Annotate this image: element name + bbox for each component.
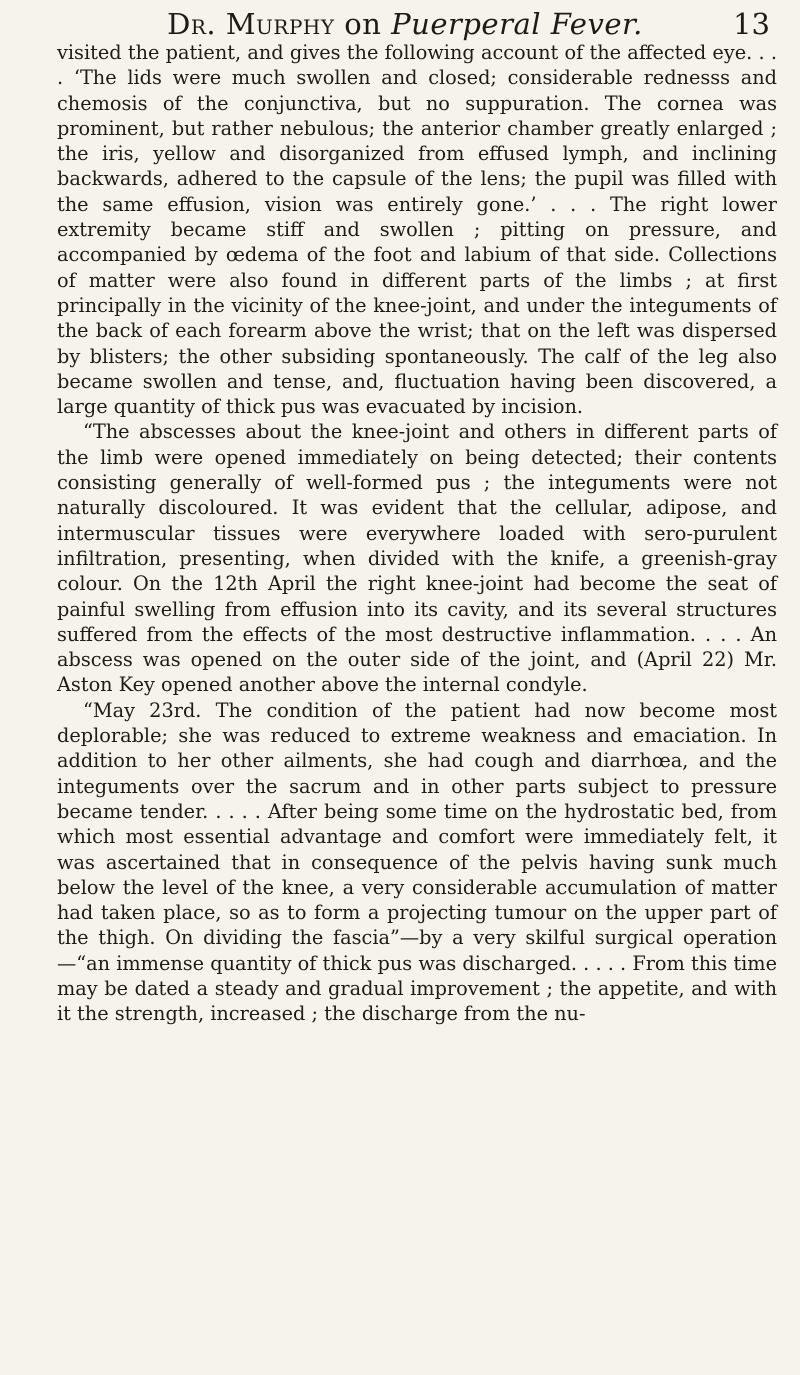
body-text bbox=[57, 40, 777, 1027]
paragraph-3: “May 23rd. The condition of the patient had now become most deplorable; she was reduced to extreme weakness and emaciation. In addition to her other ailments, she had cough and diarrhœa, and the integuments over the sacrum and in other parts subject to pressure became tender. . . . . After being some time on the hydrostatic bed, from which most essential advantage and comfort were immediately felt, it was ascertained that in consequence of the pelvis having sunk much below the level of the knee, a very considerable accumulation of matter had taken place, so as to form a projecting tumour on the upper part of the thigh. On dividing the fascia”—by a very skilful surgical operation—“an immense quantity of thick pus was discharged. . . . . From this time may be dated a steady and gradual improvement ; the appetite, and with it the strength, increased ; the discharge from the nu- bbox=[57, 698, 777, 1026]
header-author: Dr. Murphy bbox=[167, 7, 335, 41]
header-on: on bbox=[344, 7, 382, 41]
page-number: 13 bbox=[733, 7, 770, 41]
paragraph-1: visited the patient, and gives the following account of the affected eye. . . . ‘The lids were much swollen and closed; considerable rednesss and chemosis of the conjunctiva, but no suppuration. The cornea was prominent, but rather nebulous; the anterior chamber greatly enlarged ; the iris, yellow and disorganized from effused lymph, and inclining backwards, adhered to the capsule of the lens; the pupil was filled with the same effusion, vision was entirely gone.’ . . . The right lower extremity became stiff and swollen ; pitting on pressure, and accompanied by œdema of the foot and labium of that side. Collections of matter were also found in different parts of the limbs ; at first principally in the vicinity of the knee-joint, and under the integuments of the back of each forearm above the wrist; that on the left was dispersed by blisters; the other subsiding spontaneously. The calf of the leg also became swollen and tense, and, fluctuation having been discovered, a large quantity of thick pus was evacuated by incision. bbox=[57, 41, 777, 419]
running-header bbox=[40, 6, 770, 42]
header-subject: Puerperal Fever. bbox=[391, 7, 643, 41]
running-title bbox=[40, 6, 770, 42]
paragraph-2: “The abscesses about the knee-joint and others in different parts of the limb were opened immediately on being detected; their contents consisting generally of well-formed pus ; the integuments were not naturally discoloured. It was evident that the cellular, adipose, and intermuscular tissues were everywhere loaded with sero-purulent infiltration, presenting, when divided with the knife, a greenish-gray colour. On the 12th April the right knee-joint had become the seat of painful swelling from effusion into its cavity, and its several structures suffered from the effects of the most destructive inflammation. . . . An abscess was opened on the outer side of the joint, and (April 22) Mr. Aston Key opened another above the internal condyle. bbox=[57, 420, 777, 697]
